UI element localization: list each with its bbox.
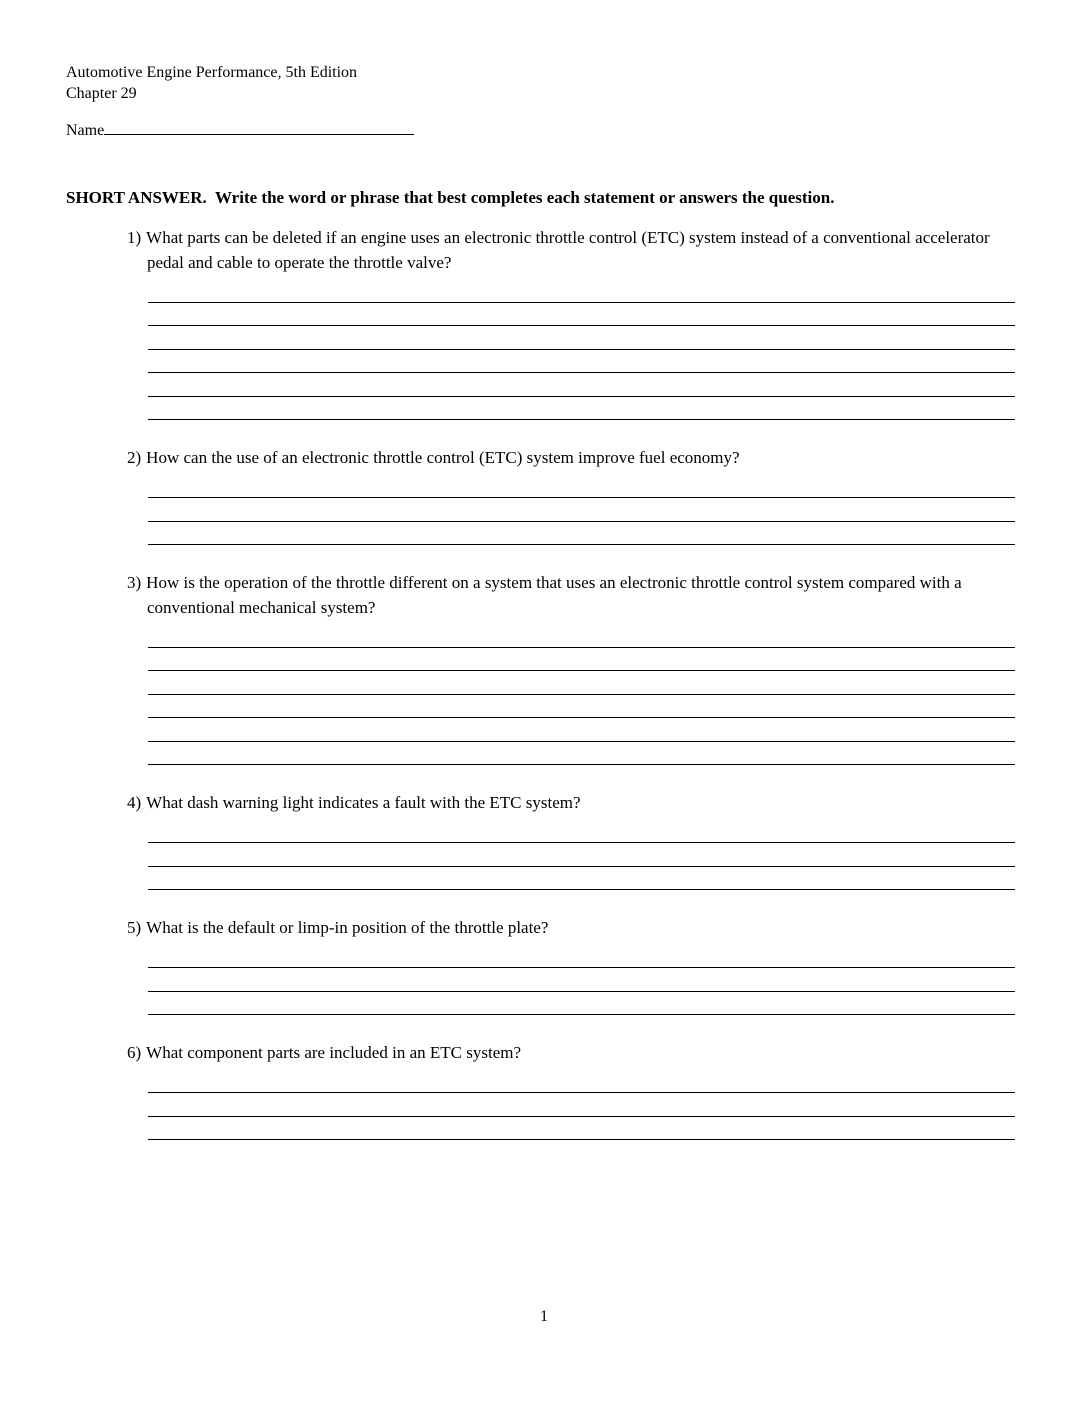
answer-lines-group: [148, 279, 1015, 420]
question-body: What is the default or limp-in position of the throttle plate?: [146, 918, 549, 937]
name-row: [66, 117, 1024, 143]
question-text: [127, 1041, 1024, 1066]
question-number: 6): [127, 1043, 142, 1062]
answer-blank-line[interactable]: [148, 397, 1015, 421]
answer-blank-line[interactable]: [148, 498, 1015, 522]
question-4: [127, 791, 1024, 890]
name-blank-field[interactable]: [104, 117, 414, 135]
answer-blank-line[interactable]: [148, 992, 1015, 1016]
question-2: [127, 446, 1024, 545]
question-body: How is the operation of the throttle different on a system that uses an electronic throttle control system compared with a conventional mechanical system?: [146, 573, 962, 617]
page-number: 1: [540, 1308, 548, 1325]
answer-blank-line[interactable]: [148, 968, 1015, 992]
question-body: What dash warning light indicates a fault with the ETC system?: [146, 793, 581, 812]
question-text: [127, 571, 1024, 620]
answer-blank-line[interactable]: [148, 373, 1015, 397]
answer-blank-line[interactable]: [148, 475, 1015, 499]
answer-blank-line[interactable]: [148, 945, 1015, 969]
answer-blank-line[interactable]: [148, 1093, 1015, 1117]
answer-lines-group: [148, 475, 1015, 546]
question-text: [127, 791, 1024, 816]
question-3: [127, 571, 1024, 765]
answer-blank-line[interactable]: [148, 279, 1015, 303]
answer-blank-line[interactable]: [148, 648, 1015, 672]
answer-blank-line[interactable]: [148, 624, 1015, 648]
section-heading: SHORT ANSWER. Write the word or phrase that best completes each statement or answers the question.: [66, 188, 835, 207]
question-text: [127, 916, 1024, 941]
answer-blank-line[interactable]: [148, 326, 1015, 350]
question-text: [127, 446, 1024, 471]
answer-blank-line[interactable]: [148, 350, 1015, 374]
question-number: 2): [127, 448, 142, 467]
answer-blank-line[interactable]: [148, 695, 1015, 719]
answer-lines-group: [148, 624, 1015, 765]
document-header: [66, 62, 1024, 104]
answer-lines-group: [148, 1070, 1015, 1141]
answer-lines-group: [148, 820, 1015, 891]
answer-blank-line[interactable]: [148, 843, 1015, 867]
question-body: What component parts are included in an ETC system?: [146, 1043, 522, 1062]
question-number: 3): [127, 573, 142, 592]
question-6: [127, 1041, 1024, 1140]
answer-blank-line[interactable]: [148, 303, 1015, 327]
chapter-label: Chapter 29: [66, 85, 137, 102]
question-number: 4): [127, 793, 142, 812]
question-5: [127, 916, 1024, 1015]
question-text: [127, 226, 1024, 275]
book-title: Automotive Engine Performance, 5th Edition: [66, 64, 358, 81]
question-1: [127, 226, 1024, 420]
question-number: 5): [127, 918, 142, 937]
question-body: What parts can be deleted if an engine uses an electronic throttle control (ETC) system instead of a conventional accelerator pedal and cable to operate the throttle valve?: [146, 228, 990, 272]
answer-blank-line[interactable]: [148, 742, 1015, 766]
questions-list: [127, 226, 1024, 1140]
answer-blank-line[interactable]: [148, 522, 1015, 546]
answer-blank-line[interactable]: [148, 820, 1015, 844]
question-body: How can the use of an electronic throttle control (ETC) system improve fuel economy?: [146, 448, 740, 467]
answer-blank-line[interactable]: [148, 671, 1015, 695]
answer-blank-line[interactable]: [148, 718, 1015, 742]
answer-blank-line[interactable]: [148, 1070, 1015, 1094]
answer-blank-line[interactable]: [148, 1117, 1015, 1141]
question-number: 1): [127, 228, 142, 247]
answer-lines-group: [148, 945, 1015, 1016]
answer-blank-line[interactable]: [148, 867, 1015, 891]
name-label: Name: [66, 122, 105, 139]
